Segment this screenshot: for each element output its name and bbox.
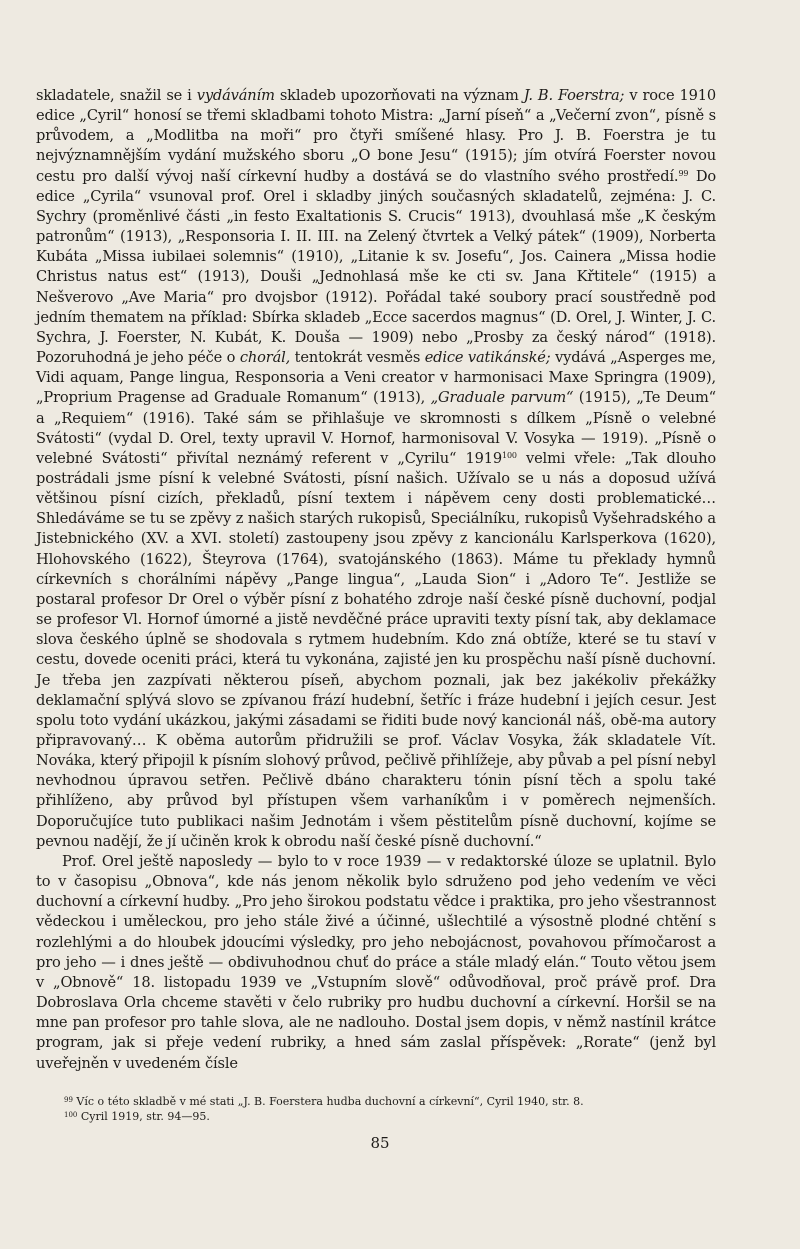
italic-text: edice vatikánské; — [424, 349, 551, 367]
italic-text: „Graduale parvum“ — [430, 389, 574, 407]
footnote-text: Cyril 1919, str. 94—95. — [77, 1110, 210, 1123]
footnote-ref: 100 — [502, 450, 517, 460]
footnotes — [64, 1094, 724, 1124]
text-run: velmi vřele: „Tak dlouho postrádali jsme písní k velebné Svátosti, písní našich. Užívalo se u nás a doposud užívá většinou písní cizích, překladů, písní textem i nápěvem ceny dosti problematické… Shledáváme se tu se zpěvy z našich starých rukopisů, Speciálníku, rukopisů Vyšehradského a Jistebnického (XV. a XVI. století) zastoupeny jsou zpěvy z kancionálu Karlsperkova (1620), Hlohovského (1622), Šteyrova (1764), svatojánského (1863). Máme tu překlady hymnů církevních s chorálními nápěvy „Pange lingua“, „Lauda Sion“ i „Adoro Te“. Jestliže se postaral profesor Dr Orel o výběr písní z bohatého zdroje naší české písně duchovní, podjal se profesor Vl. Hornof úmorné a jistě nevděčné práce upraviti texty písní tak, aby deklamace slova českého úplně se shodovala s rytmem hudebním. Kdo zná obtíže, které se tu staví v cestu, dovede oceniti práci, která tu vykonána, zajisté jen ku prospěchu naší písně duchovní. Je třeba jen zazpívati některou píseň, abychom poznali, jak bez jakékoliv překážky deklamační splývá slovo se zpívanou frází hudební, šetříc i fráze hudební i jejích cesur. Jest spolu toto vydání ukázkou, jakými zásadami se řiditi bude nový kancionál náš, obě-ma autory připravovaný… K oběma autorům přidružili se prof. Václav Vosyka, žák skladatele Vít. Nováka, který připojil k písním slohový průvod, pečlivě přihlížeje, aby půvab a pel písní nebyl nevhodnou úpravou setřen. Pečlivě dbáno charakteru tónin písní těch a spolu také přihlíženo, aby průvod byl přístupen všem varhaníkům i v poměrech nejmenších. Doporučujíce tuto publikaci našim Jednotám i všem pěstitelům písně duchovní, kojíme se pevnou nadějí, že jí učiněn krok k obrodu naší české písně duchovní.“ — [36, 449, 716, 850]
text-run: Prof. Orel ještě naposledy — bylo to v roce 1939 — v redaktorské úloze se uplatnil. Bylo to v časopisu „Obnova“, kde nás jenom několik bylo sdruženo pod jeho vedením ve věci duchovní a církevní hudby. „Pro jeho širokou podstatu vědce i praktika, pro jeho všestrannost vědeckou i uměleckou, pro jeho stále živé a účinné, ušlechtilé a výsostně plodné chtění s rozlehlými a do hloubek jdoucími výsledky, pro jeho nebojácnost, povahovou přímočarost a pro jeho — i dnes ještě — obdivuhodnou chuť do práce a stále mladý elán.“ Touto větou jsem v „Obnově“ 18. listopadu 1939 ve „Vstupním slově“ odůvodňoval, proč právě prof. Dra Dobroslava Orla chceme stavěti v čelo rubriky pro hudbu duchovní a církevní. Horšil se na mne pan profesor pro tahle slova, ale ne nadlouho. Dostal jsem dopis, v němž nastínil krátce program, jak si přeje vedení rubriky, a hned sám zaslal příspěvek: „Rorate“ (jenž byl uveřejněn v uvedeném čísle — [36, 852, 716, 1072]
text-run: (1915), „Te Deum“ a „Requiem“ (1916). Také sám se přihlašuje ve skromnosti s dílkem „Písně o velebné Svátosti“ (vydal D. Orel, texty upravil V. Hornof, harmonisoval V. Vosyka — 1919). „Písně o velebné Svátosti“ přivítal neznámý referent v „Cyrilu“ 1919 — [36, 389, 716, 467]
footnote — [64, 1094, 724, 1109]
footnote-number: 99 — [64, 1096, 73, 1104]
footnote-number: 100 — [64, 1111, 78, 1119]
paragraph — [36, 86, 716, 852]
body-text — [36, 86, 716, 1074]
text-run: v roce 1910 edice „Cyril“ honosí se třemi skladbami tohoto Mistra: „Jarní píseň“ a „Večerní zvon“, písně s průvodem, a „Modlitba na moři“ pro čtyři smíšené hlasy. Pro J. B. Foerstra je tu nejvýznamnějším vydání mužského sboru „O bone Jesu“ (1915); jím otvírá Foerster novou cestu pro další vývoj naší církevní hudby a dostává se do vlastního svého prostředí. — [36, 87, 717, 185]
text-run: skladeb upozorňovati na význam — [274, 87, 524, 104]
italic-text: J. B. Foerstra; — [523, 87, 625, 104]
italic-text: chorál, — [239, 349, 291, 367]
italic-text: vydáváním — [196, 87, 275, 104]
paragraph — [36, 852, 716, 1074]
text-run: vydává „Asperges me, Vidi aquam, Pange lingua, Responsoria a Veni creator v harmonisaci Maxe Springra (1909), „Proprium Pragense ad Graduale Romanum“ (1913), — [36, 349, 716, 407]
page-number: 85 — [370, 1134, 390, 1152]
text-run: tentokrát vesměs — [290, 349, 425, 367]
footnote-ref: 99 — [678, 168, 689, 178]
text-run: Do edice „Cyrila“ vsunoval prof. Orel i skladby jiných současných skladatelů, zejména: J. C. Sychry (proměnlivé části „in festo Exaltationis S. Crucis“ 1913), dvouhlasá mše „K českým patronům“ (1913), „Responsoria I. II. III. na Zelený čtvrtek a Velký pátek“ (1909), Norberta Kubáta „Missa iubilaei solemnis“ (1910), „Litanie k sv. Josefu“, Jos. Cainera „Missa hodie Christus natus est“ (1913), Douši „Jednohlasá mše ke cti sv. Jana Křtitele“ (1915) a Nešverovo „Ave Maria“ pro dvojsbor (1912). Pořádal také soubory prací soustředně pod jedním thematem na příklad: Sbírka skladeb „Ecce sacerdos magnus“ (D. Orel, J. Winter, J. C. Sychra, J. Foerster, N. Kubát, K. Douša — 1909) nebo „Prosby za český národ“ (1918). Pozoruhodná je jeho péče o — [36, 167, 717, 367]
text-run: skladatele, snažil se i — [36, 87, 197, 104]
footnote — [64, 1109, 724, 1124]
footnote-text: Víc o této skladbě v mé stati „J. B. Foerstera hudba duchovní a církevní“, Cyril 1940, str. 8. — [72, 1095, 584, 1108]
